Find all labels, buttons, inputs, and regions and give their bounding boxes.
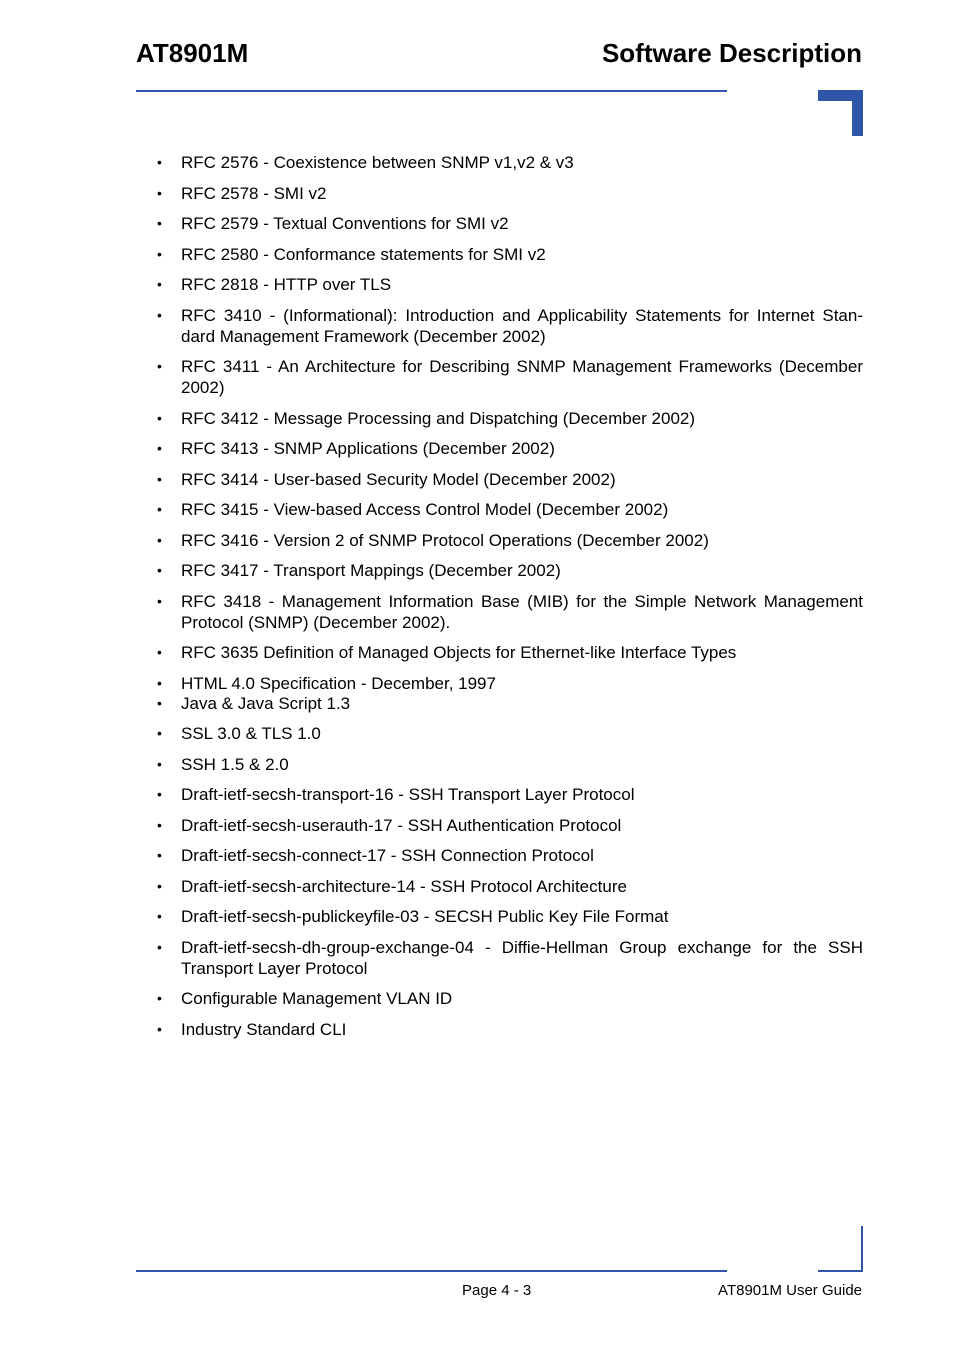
header-corner-mark (818, 90, 863, 136)
list-item-text: RFC 3411 - An Architecture for Describing SNMP Management Frameworks (December 2002) (181, 357, 863, 397)
bullet: • (157, 276, 162, 292)
list-item (157, 244, 863, 265)
list-item-text: HTML 4.0 Specification - December, 1997 (181, 673, 496, 693)
bullet: • (157, 1020, 162, 1037)
bullet: • (157, 847, 162, 863)
list-item-text: Draft-ietf-secsh-architecture-14 - SSH Protocol Architecture (181, 876, 627, 896)
list-item (157, 784, 863, 805)
list-item-text: SSH 1.5 & 2.0 (181, 754, 289, 774)
bullet: • (157, 674, 162, 691)
list-item-text: RFC 2576 - Coexistence between SNMP v1,v2 & v3 (181, 153, 574, 172)
list-item-text: RFC 2579 - Textual Conventions for SMI v2 (181, 214, 509, 233)
list-item-text: RFC 2818 - HTTP over TLS (181, 275, 392, 294)
bullet: • (157, 358, 162, 374)
list-item (157, 591, 863, 633)
list-item-text: RFC 3635 Definition of Managed Objects for Ethernet-like Interface Types (181, 643, 737, 662)
list-item-text: RFC 3418 - Management Information Base (MIB) for the Simple Network Management Protocol (SNMP) (December 2002). (181, 591, 863, 632)
list-item (157, 723, 863, 744)
list-item (157, 845, 863, 866)
list-item-text: RFC 2578 - SMI v2 (181, 183, 327, 203)
list-item-text: Draft-ietf-secsh-userauth-17 - SSH Authentication Protocol (181, 815, 622, 835)
list-item (157, 937, 863, 979)
bullet: • (157, 938, 162, 955)
list-item-text: RFC 3410 - (Informational): Introduction and Applicability Statements for Internet Stan-dard Management Framework (December 2002) (181, 305, 863, 346)
bullet: • (157, 501, 162, 517)
list-item (157, 356, 863, 398)
feature-list (157, 152, 863, 1049)
bullet: • (157, 531, 162, 548)
bullet: • (157, 154, 162, 170)
list-item (157, 183, 863, 204)
bullet: • (157, 877, 162, 894)
list-item (157, 988, 863, 1009)
list-item (157, 530, 863, 551)
list-item (157, 673, 863, 694)
list-item (157, 438, 863, 459)
bullet: • (157, 562, 162, 578)
bullet: • (157, 786, 162, 802)
list-item-text: Draft-ietf-secsh-publickeyfile-03 - SECSH Public Key File Format (181, 907, 669, 926)
list-item (157, 642, 863, 663)
list-item-text: RFC 3413 - SNMP Applications (December 2002) (181, 439, 555, 458)
list-item (157, 305, 863, 347)
list-item-text: RFC 3415 - View-based Access Control Model (December 2002) (181, 500, 669, 519)
list-item-text: RFC 3414 - User-based Security Model (December 2002) (181, 469, 616, 489)
bullet: • (157, 215, 162, 231)
bullet: • (157, 306, 162, 323)
bullet: • (157, 245, 162, 262)
list-item (157, 152, 863, 173)
section-title: Software Description (601, 38, 862, 68)
bullet: • (157, 440, 162, 456)
bullet: • (157, 908, 162, 924)
list-item-text: Java & Java Script 1.3 (181, 693, 351, 713)
list-item-text: SSL 3.0 & TLS 1.0 (181, 724, 321, 743)
bullet: • (157, 409, 162, 426)
list-item (157, 906, 863, 927)
bullet: • (157, 990, 162, 1006)
bullet: • (157, 694, 162, 711)
footer-rule (136, 1270, 727, 1272)
list-item-text: RFC 3417 - Transport Mappings (December 2002) (181, 561, 561, 580)
bullet: • (157, 470, 162, 487)
list-item (157, 499, 863, 520)
list-item-text: RFC 3412 - Message Processing and Dispatching (December 2002) (181, 408, 696, 428)
header-rule (136, 90, 727, 92)
bullet: • (157, 592, 162, 609)
list-item (157, 876, 863, 897)
document-title: AT8901M (136, 38, 249, 68)
list-item (157, 560, 863, 581)
bullet: • (157, 725, 162, 741)
list-item (157, 408, 863, 429)
bullet: • (157, 184, 162, 201)
list-item-text: Draft-ietf-secsh-dh-group-exchange-04 - Diffie-Hellman Group exchange for the SSH Transport Layer Protocol (181, 937, 863, 978)
bullet: • (157, 644, 162, 660)
footer-corner-mark (818, 1226, 863, 1272)
list-item (157, 1019, 863, 1040)
footer-guide-title: AT8901M User Guide (718, 1282, 862, 1299)
list-item (157, 213, 863, 234)
list-item-text: RFC 2580 - Conformance statements for SMI v2 (181, 244, 546, 264)
list-item-text: Draft-ietf-secsh-connect-17 - SSH Connection Protocol (181, 846, 594, 865)
bullet: • (157, 816, 162, 833)
list-item-text: RFC 3416 - Version 2 of SNMP Protocol Operations (December 2002) (181, 530, 709, 550)
list-item-text: Draft-ietf-secsh-transport-16 - SSH Transport Layer Protocol (181, 785, 635, 804)
list-item (157, 693, 863, 714)
page-number: Page 4 - 3 (462, 1282, 532, 1299)
list-item (157, 274, 863, 295)
list-item (157, 754, 863, 775)
list-item (157, 815, 863, 836)
list-item-text: Industry Standard CLI (181, 1019, 347, 1039)
bullet: • (157, 755, 162, 772)
list-item-text: Configurable Management VLAN ID (181, 989, 453, 1008)
list-item (157, 469, 863, 490)
